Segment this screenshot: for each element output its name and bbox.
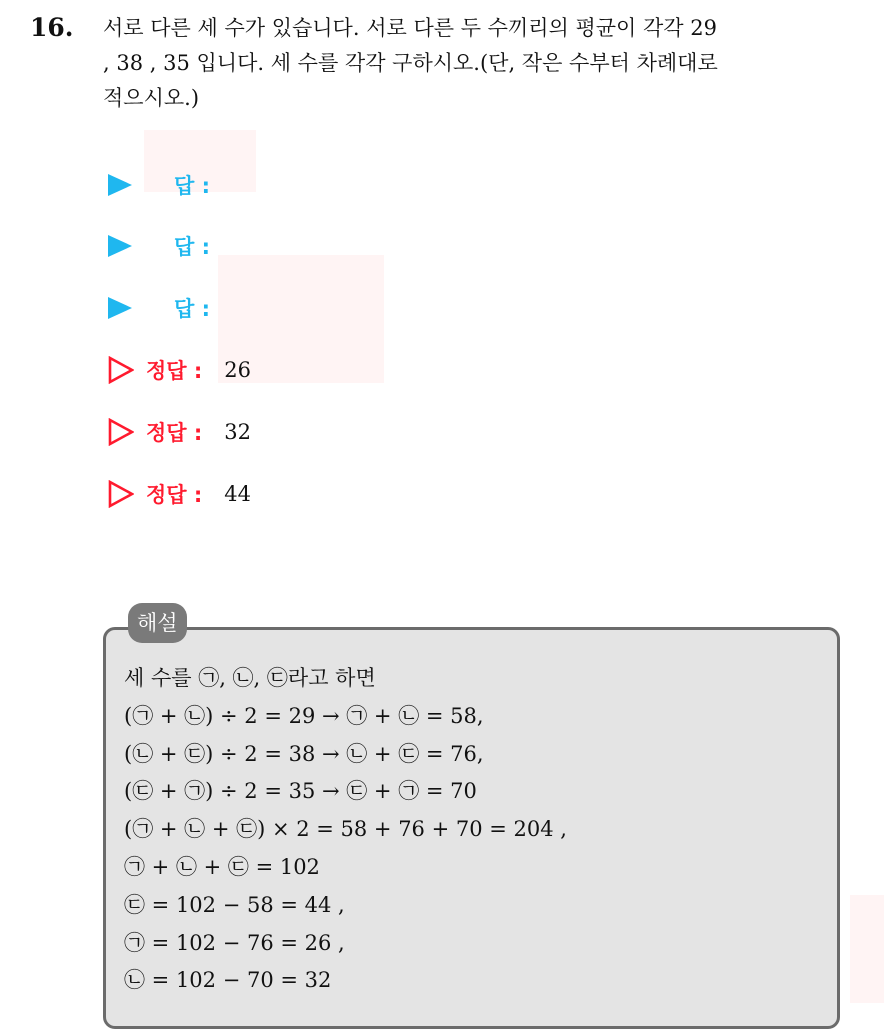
question-line: 적으시오.) — [103, 86, 200, 110]
answer-row[interactable] — [108, 228, 210, 264]
outline-triangle-right-icon — [108, 480, 134, 508]
solution-line: ㉠ = 102 − 76 = 26 , — [124, 930, 345, 955]
solution-line: ㉡ = 102 − 70 = 32 — [124, 968, 332, 993]
filled-triangle-right-icon — [108, 235, 132, 257]
answer-key-label: 정답 : — [146, 483, 203, 507]
solution-line: (㉡ + ㉢) ÷ 2 = 38 → ㉡ + ㉢ = 76, — [124, 741, 484, 766]
answer-key-row — [108, 476, 251, 512]
answer-row[interactable] — [108, 290, 210, 326]
answer-key-value: 44 — [224, 482, 252, 506]
answer-label: 답 : — [174, 297, 210, 321]
answer-key-label: 정답 : — [146, 359, 203, 383]
answer-label: 답 : — [174, 235, 210, 259]
answer-key-row — [108, 352, 251, 388]
faint-mark — [850, 895, 884, 1003]
answer-key-label: 정답 : — [146, 421, 203, 445]
filled-triangle-right-icon — [108, 297, 132, 319]
answer-key-row — [108, 414, 251, 450]
answer-key-value: 26 — [224, 358, 252, 382]
solution-line: ㉠ + ㉡ + ㉢ = 102 — [124, 854, 320, 879]
answer-label: 답 : — [174, 174, 210, 198]
solution-line: (㉠ + ㉡ + ㉢) × 2 = 58 + 76 + 70 = 204 , — [124, 817, 567, 842]
question-line: , 38 , 35 입니다. 세 수를 각각 구하시오.(단, 작은 수부터 차례대로 — [103, 51, 718, 75]
question-text — [103, 11, 869, 116]
solution-tag: 해설 — [128, 603, 187, 643]
question-line: 서로 다른 세 수가 있습니다. 서로 다른 두 수끼리의 평균이 각각 29 — [103, 16, 717, 40]
solution-line: (㉢ + ㉠) ÷ 2 = 35 → ㉢ + ㉠ = 70 — [124, 779, 477, 804]
answer-key-value: 32 — [224, 420, 252, 444]
solution-line: 세 수를 ㉠, ㉡, ㉢라고 하면 — [124, 666, 376, 690]
answer-row[interactable] — [108, 167, 210, 203]
solution-line: ㉢ = 102 − 58 = 44 , — [124, 892, 345, 917]
filled-triangle-right-icon — [108, 174, 132, 196]
outline-triangle-right-icon — [108, 356, 134, 384]
question-number: 16. — [30, 13, 74, 42]
solution-line: (㉠ + ㉡) ÷ 2 = 29 → ㉠ + ㉡ = 58, — [124, 703, 484, 728]
solution-text — [124, 660, 567, 1000]
outline-triangle-right-icon — [108, 418, 134, 446]
